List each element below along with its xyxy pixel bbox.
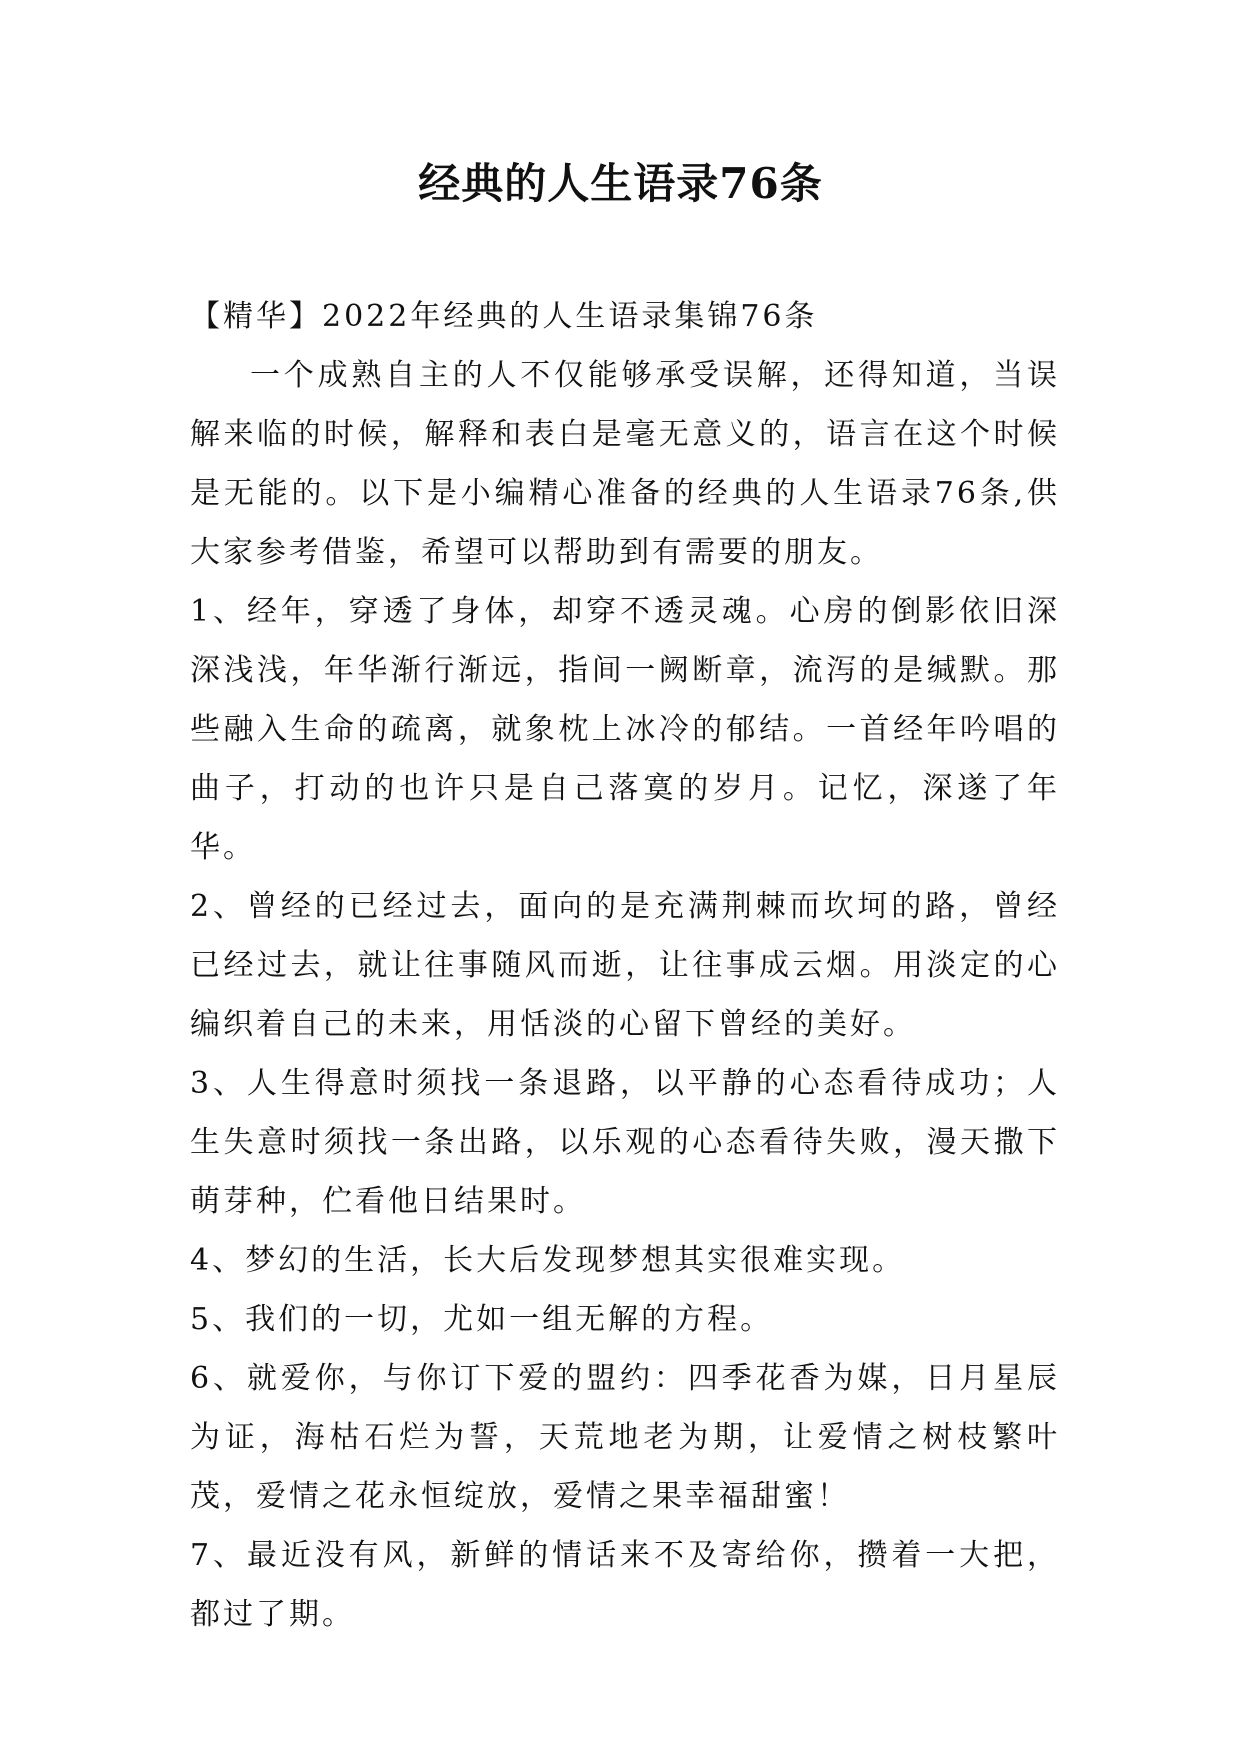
quote-item-7: 7、最近没有风，新鲜的情话来不及寄给你，攒着一大把，都过了期。 — [190, 1538, 1060, 1632]
quote-item-4: 4、梦幻的生活，长大后发现梦想其实很难实现。 — [190, 1243, 906, 1278]
intro-paragraph: 一个成熟自主的人不仅能够承受误解，还得知道，当误解来临的时候，解释和表白是毫无意义的，语言在这个时候是无能的。以下是小编精心准备的经典的人生语录76条,供大家参考借鉴，希望可以帮助到有需要的朋友。 — [190, 358, 1060, 570]
quote-item-2: 2、曾经的已经过去，面向的是充满荆棘而坎坷的路，曾经已经过去，就让往事随风而逝，让往事成云烟。用淡定的心编织着自己的未来，用恬淡的心留下曾经的美好。 — [190, 889, 1060, 1042]
quote-item-1: 1、经年，穿透了身体，却穿不透灵魂。心房的倒影依旧深深浅浅，年华渐行渐远，指间一阙断章，流泻的是缄默。那些融入生命的疏离，就象枕上冰冷的郁结。一首经年吟唱的曲子，打动的也许只是自己落寞的岁月。记忆，深遂了年华。 — [190, 594, 1060, 865]
quote-item-5: 5、我们的一切，尤如一组无解的方程。 — [190, 1302, 774, 1337]
document-subtitle: 【精华】2022年经典的人生语录集锦76条 — [190, 299, 818, 334]
document-title: 经典的人生语录76条 — [418, 159, 823, 208]
quote-item-6: 6、就爱你，与你订下爱的盟约：四季花香为媒，日月星辰为证，海枯石烂为誓，天荒地老为期，让爱情之树枝繁叶茂，爱情之花永恒绽放，爱情之果幸福甜蜜！ — [190, 1361, 1060, 1514]
quote-item-3: 3、人生得意时须找一条退路，以平静的心态看待成功；人生失意时须找一条出路，以乐观的心态看待失败，漫天撒下萌芽种，伫看他日结果时。 — [190, 1066, 1060, 1219]
document-body — [190, 287, 1060, 1644]
